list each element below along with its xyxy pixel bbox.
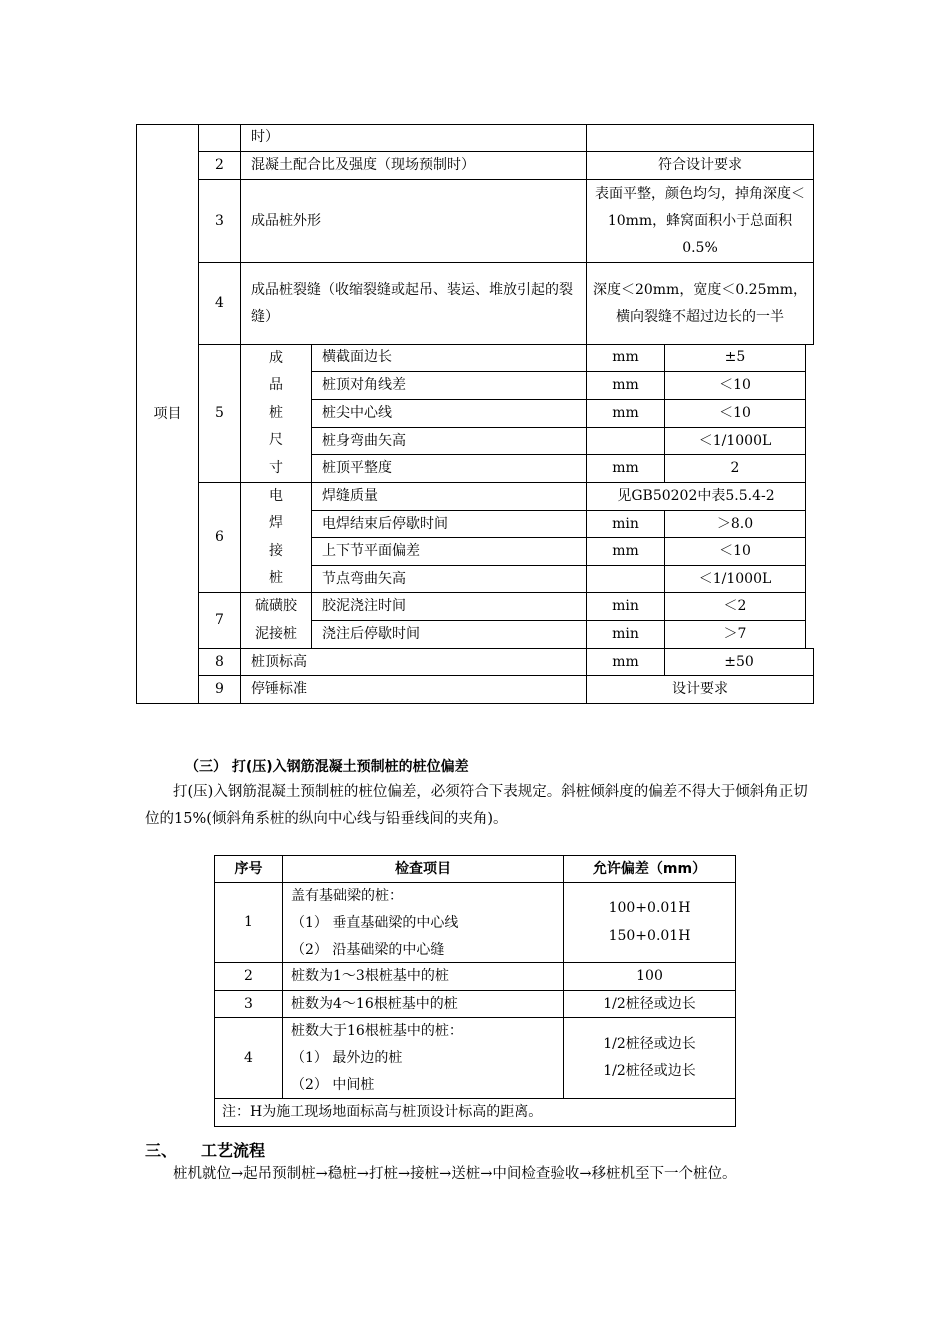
table-2-row-4-value: 1/2桩径或边长 (603, 1063, 696, 1079)
table-2-row-1-line: （1） 垂直基础梁的中心线 (291, 915, 459, 931)
row-7-sub-value: ＞7 (723, 626, 747, 642)
row-6-sub-value: ＜10 (719, 543, 751, 559)
row-2-item: 混凝土配合比及强度（现场预制时） (251, 157, 475, 173)
table-2-row-4-number: 4 (244, 1049, 253, 1066)
row-6-group-char: 接 (269, 542, 283, 559)
row-6-sub-value: ＜1/1000L (698, 570, 772, 587)
table-2-row-1-values (564, 883, 735, 962)
row-6-group-char: 电 (269, 487, 283, 504)
row-5-group-char: 品 (269, 377, 283, 394)
row-6-sub-value-merged: 见GB50202中表5.5.4-2 (587, 483, 805, 510)
row-continued-text: 时） (251, 129, 279, 145)
row-4-item: 成品桩裂缝（收缩裂缝或起吊、装运、堆放引起的裂缝） (251, 281, 573, 325)
table-2-row-1-item (291, 883, 561, 964)
table-2-row-1-number: 1 (244, 914, 253, 930)
row-7-group-line: 泥接桩 (255, 625, 297, 642)
row-4-number: 4 (215, 295, 224, 311)
section-three-paragraph: 桩机就位→起吊预制桩→稳桩→打桩→接桩→送桩→中间检查验收→移桩机至下一个桩位。 (173, 1166, 737, 1182)
row-5-group (241, 345, 311, 482)
table-2-row-4-line: 桩数大于16根桩基中的桩： (291, 1023, 463, 1039)
table-2-row-2-item: 桩数为1～3根桩基中的桩 (291, 968, 449, 984)
table-2-row-2-number: 2 (244, 968, 253, 984)
table-2-row-4-value: 1/2桩径或边长 (603, 1035, 696, 1052)
row-5-sub-value: ＜10 (719, 377, 751, 393)
table-2-row-1-value: 150+0.01H (608, 927, 691, 944)
row-5-sub-value: ＜1/1000L (698, 432, 772, 449)
table-2-row-4-line: （2） 中间桩 (291, 1077, 375, 1093)
row-5-sub-unit: mm (612, 405, 639, 421)
row-5-group-char: 尺 (269, 432, 283, 449)
row-5-group-char: 成 (269, 349, 283, 366)
row-6-number: 6 (215, 529, 224, 545)
row-5-sub-item: 桩身弯曲矢高 (322, 432, 406, 449)
row-5-sub-item: 桩顶对角线差 (322, 377, 406, 393)
row-6-sub-unit: min (612, 515, 639, 532)
row-5-sub-unit: mm (612, 377, 639, 393)
row-8-unit: mm (612, 653, 639, 670)
table-2-row-2-value: 100 (636, 968, 663, 984)
row-6-group-char: 焊 (269, 515, 283, 532)
table-2-row-1-line: 盖有基础梁的桩： (291, 888, 403, 904)
row-9-number: 9 (215, 681, 224, 697)
row-7-group-line: 硫磺胶 (255, 598, 297, 615)
row-7-sub-unit: min (612, 598, 639, 614)
row-5-sub-unit: mm (612, 460, 639, 476)
row-5-sub-value: ＜10 (719, 405, 751, 421)
section-3-heading: （三） 打(压)入钢筋混凝土预制桩的桩位偏差 (185, 759, 469, 775)
row-6-sub-unit (587, 566, 664, 592)
row-5-sub-value: 2 (730, 460, 740, 476)
table-2-row-1-value: 100+0.01H (608, 900, 691, 917)
row-5-sub-item: 桩顶平整度 (322, 460, 392, 476)
section-three-title: 工艺流程 (201, 1141, 266, 1160)
row-8-item: 桩顶标高 (251, 653, 307, 670)
row-2-number: 2 (215, 157, 224, 173)
table-2-row-1-line: （2） 沿基础梁的中心缝 (291, 942, 445, 958)
row-5-sub-value: ±5 (724, 349, 746, 365)
row-6-sub-unit: mm (612, 543, 639, 559)
table-2-row-4-item (291, 1018, 561, 1099)
table-2-header-number: 序号 (234, 860, 263, 877)
row-8-number: 8 (215, 653, 224, 670)
table-2-row-3-value: 1/2桩径或边长 (603, 995, 696, 1012)
table-2-header-tolerance: 允许偏差（mm） (592, 860, 707, 877)
project-label: 项目 (153, 405, 182, 422)
row-5-sub-unit (587, 428, 664, 454)
row-7-sub-value: ＜2 (723, 598, 747, 614)
row-7-number: 7 (215, 612, 224, 628)
row-9-item: 停锤标准 (251, 681, 307, 697)
row-5-sub-item: 横截面边长 (322, 349, 392, 365)
row-5-group-char: 桩 (269, 404, 283, 421)
row-5-sub-item: 桩尖中心线 (322, 405, 392, 421)
row-2-value: 符合设计要求 (658, 157, 742, 173)
row-7-group (241, 593, 311, 648)
section-three-number: 三、 (145, 1141, 178, 1160)
row-6-sub-value: ＞8.0 (716, 515, 754, 532)
row-6-sub-item: 电焊结束后停歇时间 (322, 515, 448, 532)
row-6-sub-item: 节点弯曲矢高 (322, 570, 406, 587)
row-3-value: 表面平整，颜色均匀，掉角深度＜10mm，蜂窝面积小于总面积0.5% (595, 185, 805, 256)
table-2-row-4-values (564, 1018, 735, 1098)
table-2-note: 注：H为施工现场地面标高与桩顶设计标高的距离。 (222, 1104, 543, 1120)
row-3-item: 成品桩外形 (251, 212, 321, 229)
table-2-row-4-line: （1） 最外边的桩 (291, 1050, 403, 1066)
row-4-value: 深度＜20mm，宽度＜0.25mm，横向裂缝不超过边长的一半 (592, 281, 808, 325)
row-5-group-char: 寸 (269, 459, 283, 476)
row-6-sub-item: 焊缝质量 (322, 488, 378, 504)
row-9-value: 设计要求 (672, 681, 728, 697)
table-2-row-3-number: 3 (244, 995, 253, 1012)
table-2-row-3-item: 桩数为4～16根桩基中的桩 (291, 995, 458, 1012)
row-7-sub-item: 浇注后停歇时间 (322, 626, 420, 642)
section-3-paragraph: 打(压)入钢筋混凝土预制桩的桩位偏差，必须符合下表规定。斜桩倾斜度的偏差不得大于倾斜角正切位的15%(倾斜角系桩的纵向中心线与铅垂线间的夹角)。 (145, 784, 808, 827)
table-2-header-item: 检查项目 (395, 860, 451, 877)
row-7-sub-unit: min (612, 626, 639, 642)
row-8-value: ±50 (724, 653, 754, 670)
row-5-number: 5 (215, 405, 224, 421)
row-3-number: 3 (215, 212, 224, 229)
row-7-sub-item: 胶泥浇注时间 (322, 598, 406, 614)
row-5-sub-unit: mm (612, 349, 639, 365)
row-6-sub-item: 上下节平面偏差 (322, 543, 420, 559)
row-6-group (241, 483, 311, 592)
row-6-group-char: 桩 (269, 569, 283, 586)
